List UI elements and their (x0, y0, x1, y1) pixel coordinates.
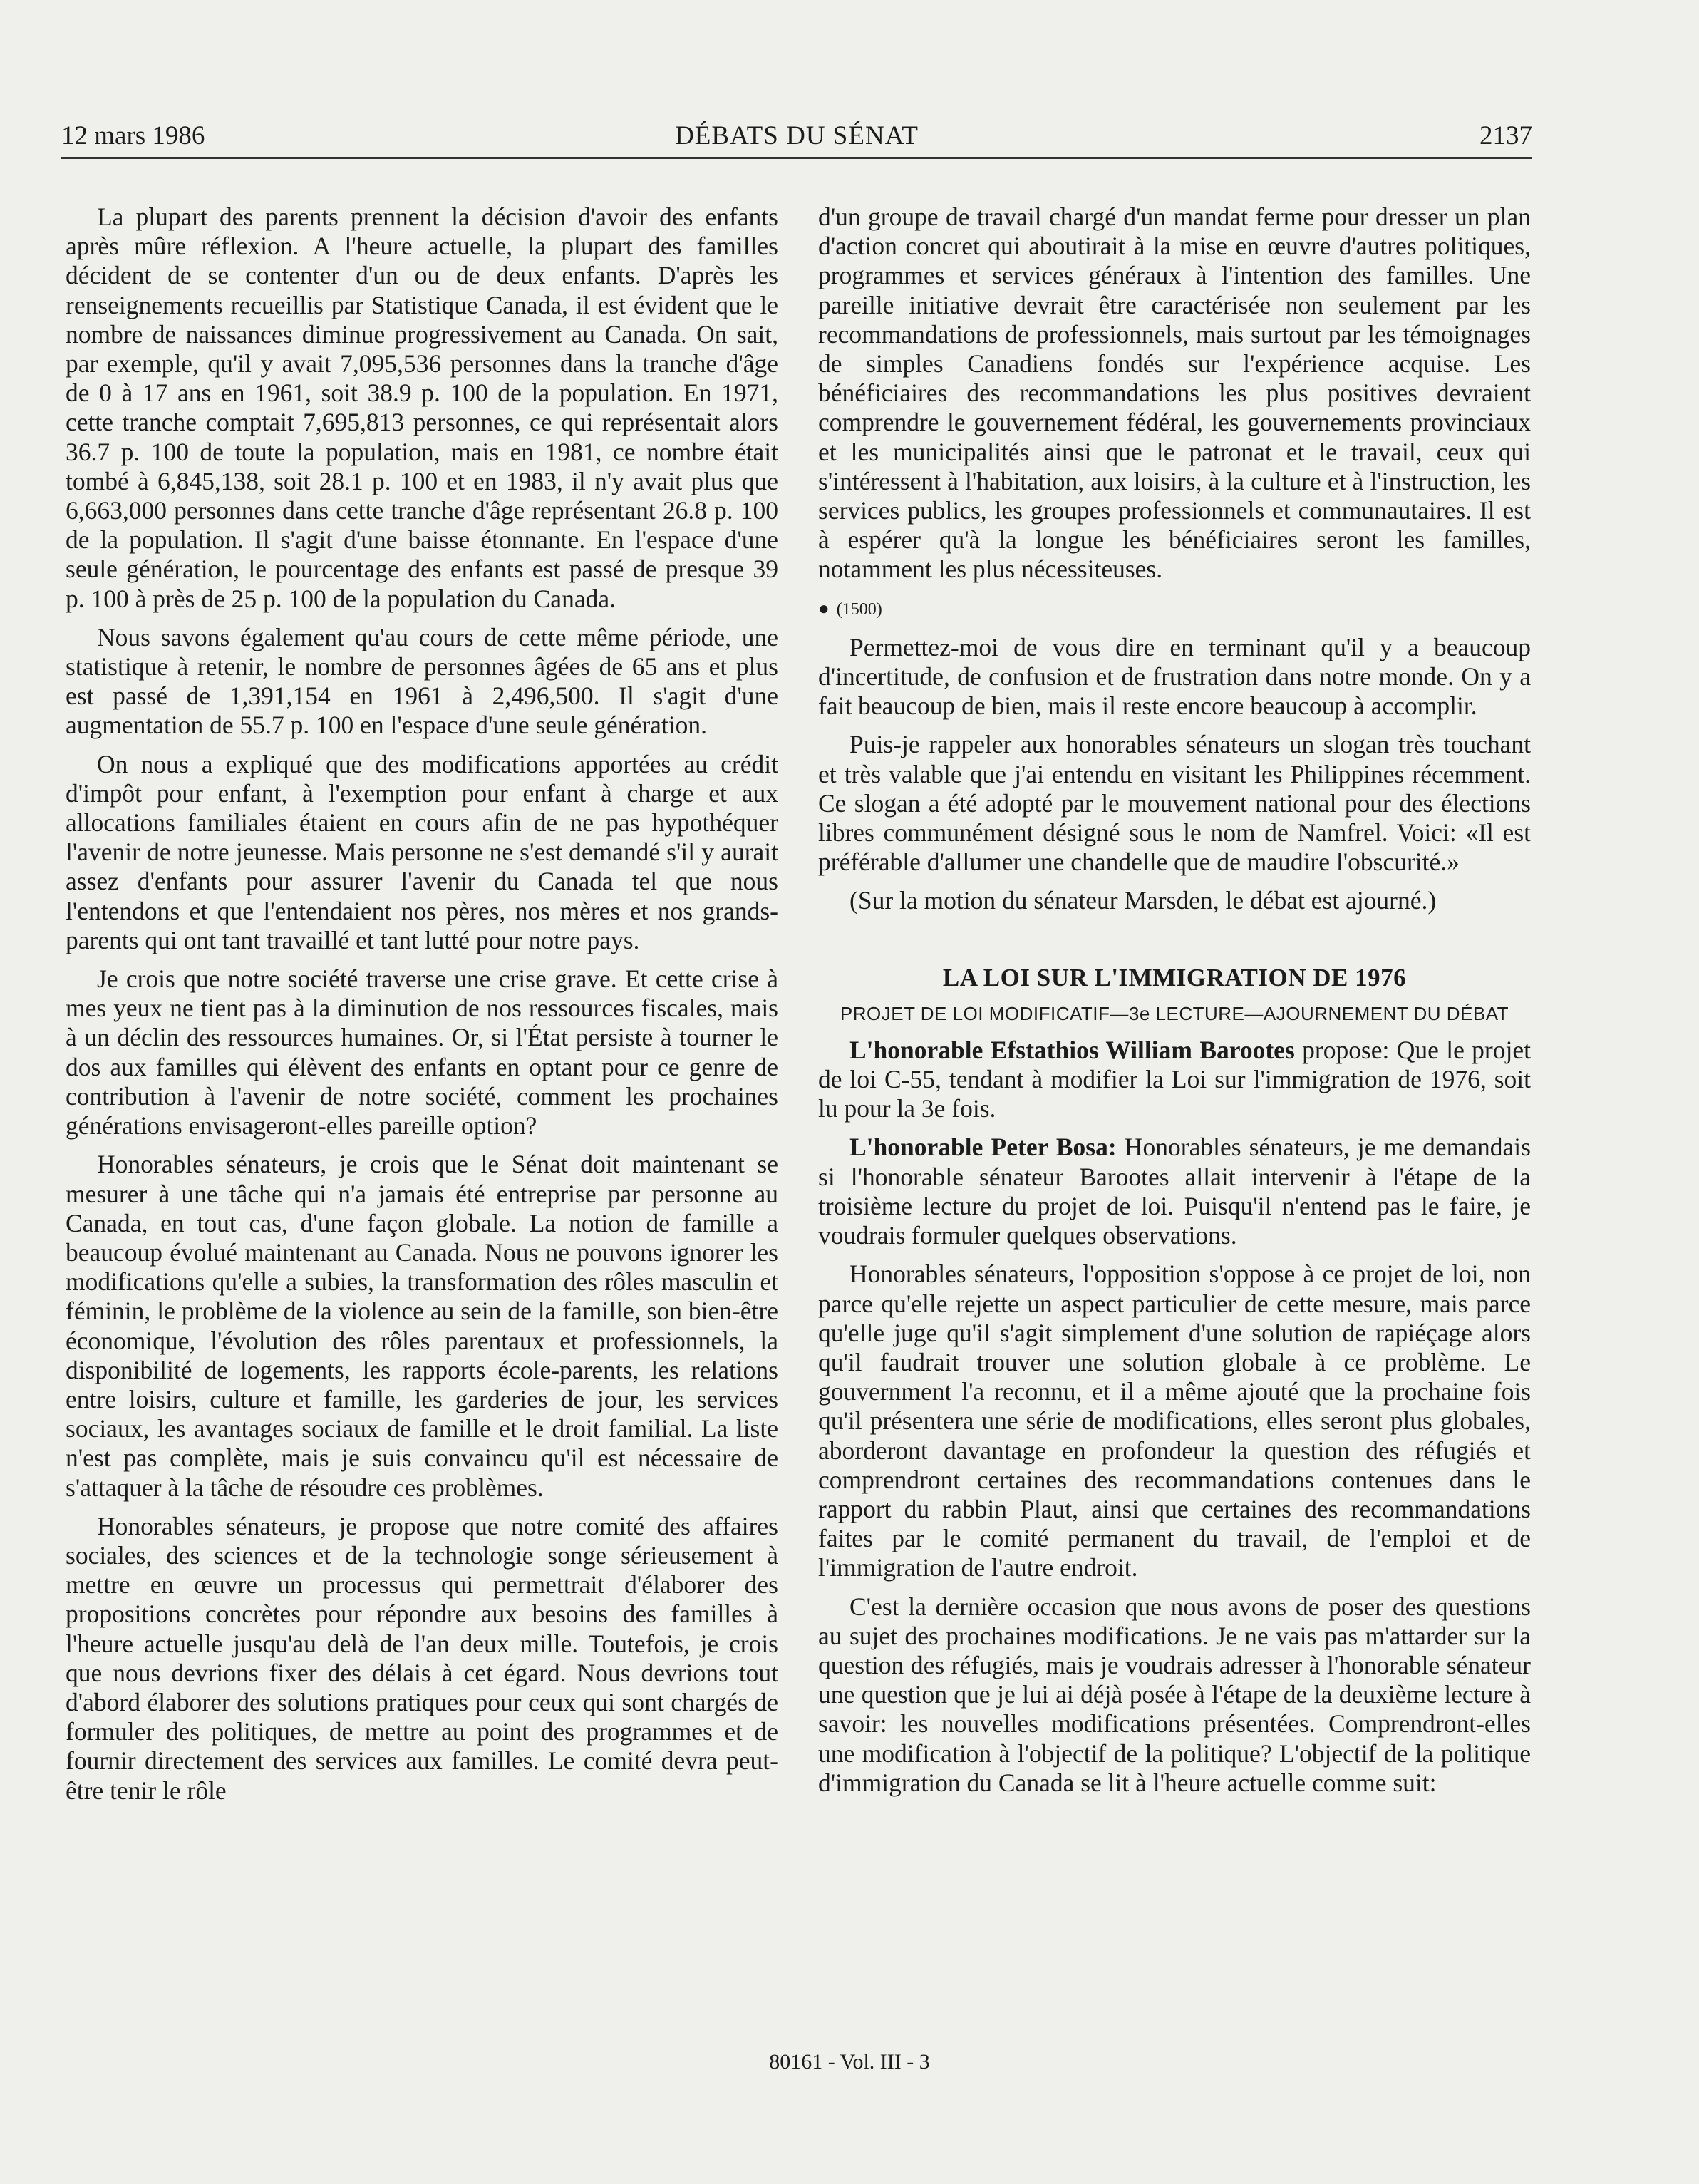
header-page-number: 2137 (1479, 121, 1532, 150)
speaker-name: L'honorable Efstathios William Barootes (850, 1035, 1295, 1064)
paragraph: Honorables sénateurs, l'opposition s'oppose à ce projet de loi, non parce qu'elle rejette un aspect particulier de cette mesure, mais parce qu'elle juge qu'il s'agit simplement d'une solution de rapiéçage alors qu'il faudrait trouver une solution globale à ce problème. Le gouvernment l'a reconnu, et il a même ajouté que la prochaine fois qu'il présentera une série de modifications, elles seront plus globales, aborderont davantage en profondeur la question des réfugiés et comprendront certaines des recommandations contenues dans le rapport du rabbin Plaut, ainsi que certaines des recommandations faites par le comité permanent du travail, de l'emploi et de l'immigration de l'autre endroit. (818, 1260, 1531, 1582)
section-title: LA LOI SUR L'IMMIGRATION DE 1976 (942, 963, 1407, 991)
paragraph: (Sur la motion du sénateur Marsden, le débat est ajourné.) (850, 886, 1437, 915)
page-footer: 80161 - Vol. III - 3 (769, 2050, 930, 2074)
paragraph: Permettez-moi de vous dire en terminant qu'il y a beaucoup d'incertitude, de confusion et de frustration dans notre monde. On y a fait beaucoup de bien, mais il reste encore beaucoup à accomplir. (818, 632, 1531, 721)
paragraph: On nous a expliqué que des modifications apportées au crédit d'impôt pour enfant, à l'exemption pour enfant à charge et aux allocations familiales étaient en cours afin de ne pas hypothéquer l'avenir de notre jeunesse. Mais personne ne s'est demandé s'il y aurait assez d'enfants pour assurer l'avenir du Canada tel que nous l'entendons et que l'entendaient nos pères, nos mères et nos grands-parents qui ont tant travaillé et tant lutté pour notre pays. (66, 749, 778, 954)
paragraph: Nous savons également qu'au cours de cette même période, une statistique à retenir, le nombre de personnes âgées de 65 ans et plus est passé de 1,391,154 en 1961 à 2,496,500. Il s'agit d'une augmentation de 55.7 p. 100 en l'espace d'une seule génération. (66, 622, 778, 740)
paragraph: La plupart des parents prennent la décision d'avoir des enfants après mûre réflexion. A l'heure actuelle, la plupart des familles décident de se contenter d'un ou de deux enfants. D'après les renseignements recueillis par Statistique Canada, il est évident que le nombre de naissances diminue progressivement au Canada. On sait, par exemple, qu'il y avait 7,095,536 personnes dans la tranche d'âge de 0 à 17 ans en 1961, soit 38.9 p. 100 de la population. En 1971, cette tranche comptait 7,695,813 personnes, ce qui représentait alors 36.7 p. 100 de toute la population, mais en 1981, ce nombre était tombé à 6,845,138, soit 28.1 p. 100 et en 1983, il n'y avait plus que 6,663,000 personnes dans cette tranche d'âge représentant 26.8 p. 100 de la population. Il s'agit d'une baisse étonnante. En l'espace d'une seule génération, le pourcentage des enfants est passé de presque 39 p. 100 à près de 25 p. 100 de la population du Canada. (66, 202, 778, 613)
right-column (818, 202, 1531, 1807)
header-title: DÉBATS DU SÉNAT (675, 121, 919, 150)
bullet-icon: ● (818, 597, 830, 619)
paragraph (818, 1133, 1531, 1250)
section-subtitle: PROJET DE LOI MODIFICATIF—3e LECTURE—AJOURNEMENT DU DÉBAT (840, 1002, 1509, 1024)
time-marker (818, 594, 1531, 624)
speech-text: propose: Que le projet de loi C-55, tendant à modifier la Loi sur l'immigration de 1976, soit lu pour la 3e fois. (818, 1035, 1531, 1123)
paragraph: Je crois que notre société traverse une crise grave. Et cette crise à mes yeux ne tient pas à la diminution de nos ressources fiscales, mais à un déclin des ressources humaines. Or, si l'État persiste à tourner le dos aux familles qui élèvent des enfants en optant pour ce genre de contribution à l'avenir de notre société, comment les prochaines générations envisageront-elles pareille option? (66, 964, 778, 1140)
header-date: 12 mars 1986 (61, 121, 205, 150)
paragraph: C'est la dernière occasion que nous avons de poser des questions au sujet des prochaines modifications. Je ne vais pas m'attarder sur la question des réfugiés, mais je voudrais adresser à l'honorable sénateur une question que je lui ai déjà posée à l'étape de la deuxième lecture à savoir: les nouvelles modifications présentées. Comprendront-elles une modification à l'objectif de la politique? L'objectif de la politique d'immigration du Canada se lit à l'heure actuelle comme suit: (818, 1592, 1531, 1797)
paragraph (818, 1036, 1531, 1124)
paragraph: Honorables sénateurs, je propose que notre comité des affaires sociales, des sciences et de la technologie songe sérieusement à mettre en œuvre un processus qui permettrait d'élaborer des propositions concrètes pour répondre aux besoins des familles à l'heure actuelle jusqu'au delà de l'an deux mille. Toutefois, je crois que nous devrions fixer des délais à cet égard. Nous devrions tout d'abord élaborer des solutions pratiques pour ceux qui sont chargés de formuler des politiques, de mettre au point des programmes et de fournir directement des services aux familles. Le comité devra peut-être tenir le rôle (66, 1511, 778, 1805)
page-header (61, 120, 1532, 159)
paragraph: Puis-je rappeler aux honorables sénateurs un slogan très touchant et très valable que j'ai entendu en visitant les Philippines récemment. Ce slogan a été adopté par le mouvement national pour des élections libres communément désigné sous le nom de Namfrel. Voici: «Il est préférable d'allumer une chandelle que de maudire l'obscurité.» (818, 730, 1531, 877)
paragraph: Honorables sénateurs, je crois que le Sénat doit maintenant se mesurer à une tâche qui n'a jamais été entreprise par personne au Canada, en tout cas, d'une façon globale. La notion de famille a beaucoup évolué maintenant au Canada. Nous ne pouvons ignorer les modifications qu'elle a subies, la transformation des rôles masculin et féminin, le problème de la violence au sein de la famille, son bien-être économique, l'évolution des rôles parentaux et professionnels, la disponibilité de logements, les rapports école-parents, les relations entre loisirs, culture et famille, les garderies de jour, les services sociaux, les avantages sociaux de famille et le droit familial. La liste n'est pas complète, mais je suis convaincu qu'il est nécessaire de s'attaquer à la tâche de résoudre ces problèmes. (66, 1150, 778, 1502)
time-marker-text: (1500) (836, 599, 882, 619)
speaker-name: L'honorable Peter Bosa: (850, 1133, 1117, 1162)
paragraph: d'un groupe de travail chargé d'un mandat ferme pour dresser un plan d'action concret qui aboutirait à la mise en œuvre d'autres politiques, programmes et services généraux à l'intention des familles. Une pareille initiative devrait être caractérisée non seulement par les recommandations de professionnels, mais surtout par les témoignages de simples Canadiens fondés sur l'expérience acquise. Les bénéficiaires des recommandations les plus positives devraient comprendre le gouvernement fédéral, les gouvernements provinciaux et les municipalités ainsi que le patronat et le travail, ceux qui s'intéressent à l'habitation, aux loisirs, à la culture et à l'instruction, les services publics, les groupes professionnels et communautaires. Il est à espérer qu'à la longue les bénéficiaires seront les familles, notamment les plus nécessiteuses. (818, 202, 1531, 584)
speech-text: Honorables sénateurs, je me demandais si l'honorable sénateur Barootes allait intervenir à l'étape de la troisième lecture du projet de loi. Puisqu'il n'entend pas le faire, je voudrais formuler quelques observations. (818, 1133, 1531, 1250)
left-column (66, 202, 778, 1815)
